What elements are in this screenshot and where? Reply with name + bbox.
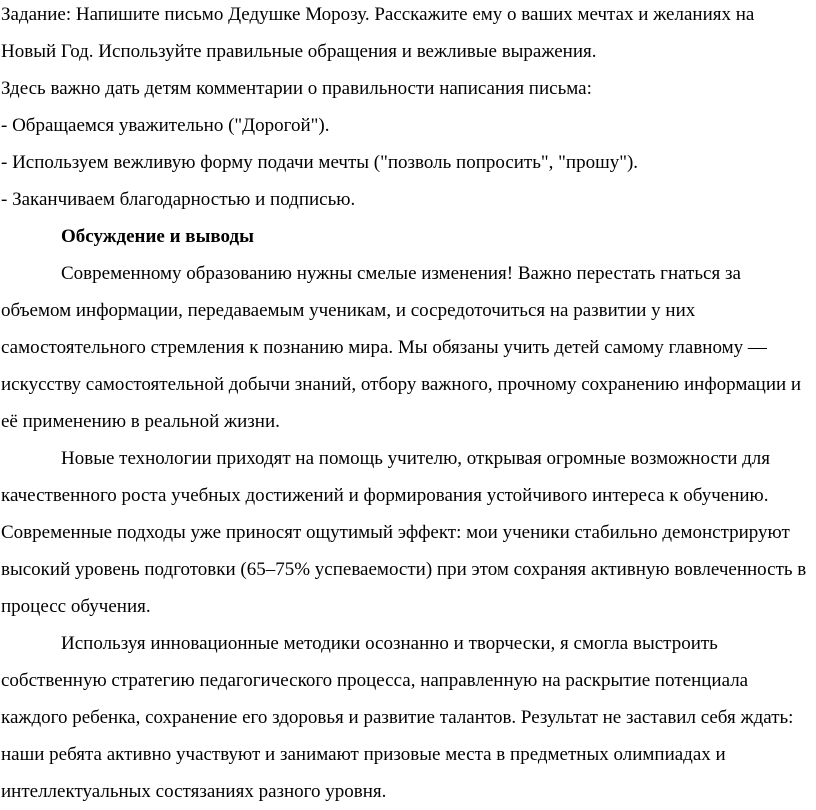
paragraph-3: Используя инновационные методики осознанно и творчески, я смогла выстроить собственную стратегию педагогического процесса, направленную на раскрытие потенциала каждого ребенка, сохранение его здоровья и развитие талантов. Результат не заставил себя ждать: наши ребята активно участвуют и занимают призовые места в предметных олимпиадах и интеллектуальных состязаниях разного уровня. <box>1 633 794 802</box>
task-bullet-3: - Заканчиваем благодарностью и подписью. <box>1 189 356 210</box>
paragraph-1: Современному образованию нужны смелые изменения! Важно перестать гнаться за объемом информации, передаваемым ученикам, и сосредоточиться на развитии у них самостоятельного стремления к познанию мира. Мы обязаны учить детей самому главному — искусству самостоятельной добычи знаний, отбору важного, прочному сохранению информации и её применению в реальной жизни. <box>1 263 802 432</box>
paragraph-2: Новые технологии приходят на помощь учителю, открывая огромные возможности для качественного роста учебных достижений и формирования устойчивого интереса к обучению. Современные подходы уже приносят ощутимый эффект: мои ученики стабильно демонстрируют высокий уровень подготовки (65–75% успеваемости) при этом сохраняя активную вовлеченность в процесс обучения. <box>1 448 807 617</box>
task-bullet-2: - Используем вежливую форму подачи мечты ("позволь попросить", "прошу"). <box>1 152 639 173</box>
task-comment-intro: Здесь важно дать детям комментарии о правильности написания письма: <box>1 78 592 99</box>
task-bullet-1: - Обращаемся уважительно ("Дорогой"). <box>1 115 330 136</box>
section-heading: Обсуждение и выводы <box>61 226 254 247</box>
task-text: Задание: Напишите письмо Дедушке Морозу. Расскажите ему о ваших мечтах и желаниях на Новый Год. Используйте правильные обращения и вежливые выражения. <box>1 4 755 62</box>
